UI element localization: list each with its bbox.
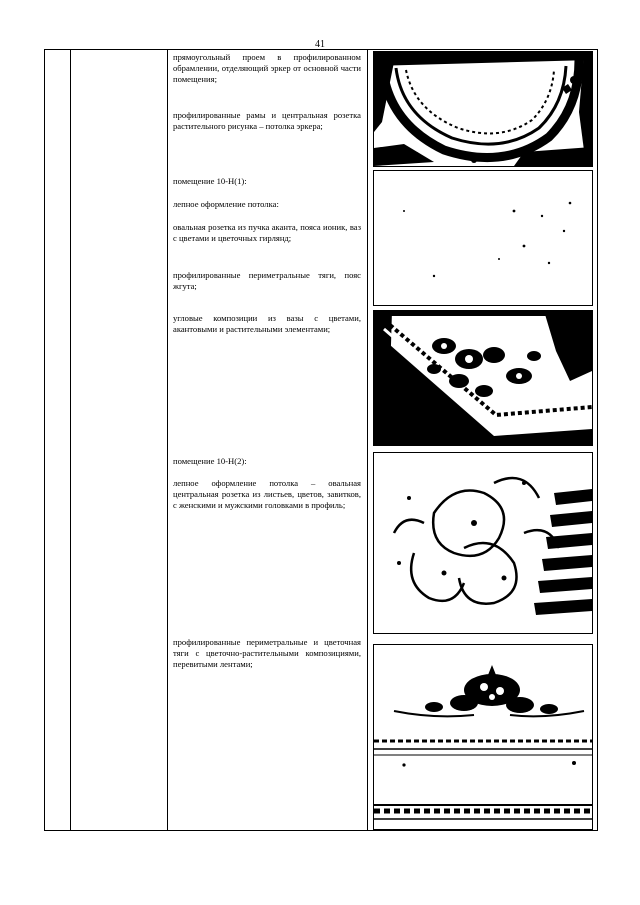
table-border-left [44, 49, 45, 830]
paragraph-floral-rods: профилированные периметральные и цветочная тяги с цветочно-растительными композициями, перевитыми лентами; [173, 637, 361, 669]
table-border-top [44, 49, 598, 50]
paragraph-ceiling-decor-2: лепное оформление потолка – овальная центральная розетка из листьев, цветов, завитков, с женскими и мужскими головками в профиль; [173, 478, 361, 510]
paragraph-room-10n2: помещение 10-Н(2): [173, 456, 247, 466]
paragraph-room-10n1: помещение 10-Н(1): [173, 176, 247, 186]
paragraph-opening-frame: прямоугольный проем в профилированном обрамлении, отделяющий эркер от основной части помещения; [173, 52, 361, 84]
table-border-bottom [44, 830, 598, 831]
photo-central-rosette [373, 452, 593, 634]
page-number: 41 [315, 39, 325, 50]
paragraph-corner-compositions: угловые композиции из вазы с цветами, акантовыми и растительными элементами; [173, 313, 361, 334]
table-border-right [597, 49, 598, 830]
paragraph-bay-ceiling: профилированные рамы и центральная розетка растительного рисунка – потолка эркера; [173, 110, 361, 131]
photo-bay-ceiling [373, 51, 593, 167]
paragraph-oval-rosette: овальная розетка из пучка аканта, пояса ионик, ваз с цветами и цветочных гирлянд; [173, 222, 361, 243]
photo-floral-frieze [373, 644, 593, 830]
photo-corner-composition [373, 310, 593, 446]
table-divider-col1 [70, 49, 71, 830]
photo-oval-rosette [373, 170, 593, 306]
paragraph-perimeter-rods: профилированные периметральные тяги, пояс жгута; [173, 270, 361, 291]
table-divider-col3 [367, 49, 368, 830]
paragraph-ceiling-decor-1: лепное оформление потолка: [173, 199, 279, 209]
table-divider-col2 [167, 49, 168, 830]
